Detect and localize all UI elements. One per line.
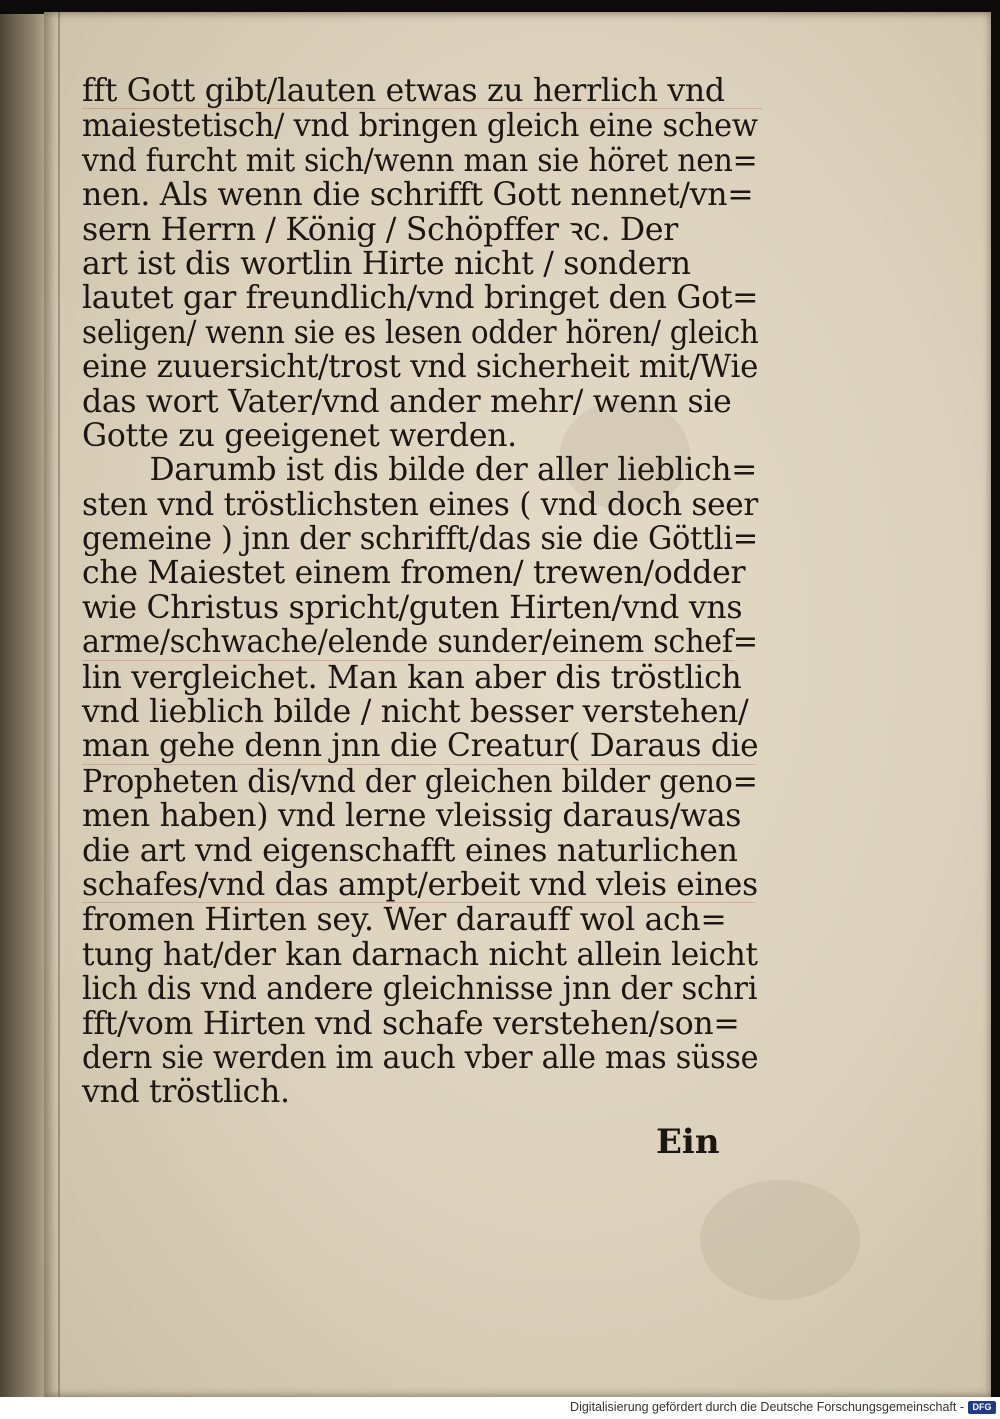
text-line: Propheten dis/vnd der gleichen bilder geno= [82,763,758,800]
text-line: seligen/ wenn sie es lesen odder hören/ gleich [82,314,759,351]
digitization-footer [0,1397,1000,1419]
text-line: che Maiestet einem fromen/ trewen/odder [82,555,746,592]
text-line: men haben) vnd lerne vleissig daraus/was [82,798,742,835]
text-line: Gotte zu geeigenet werden. [82,417,517,454]
catchword: Ein [656,1122,720,1162]
text-line: dern sie werden im auch vber alle mas süsse [82,1039,759,1076]
gutter-shadow [58,12,60,1397]
text-line: schafes/vnd das ampt/erbeit vnd vleis eines [82,866,758,903]
text-line: man gehe denn jnn die Creatur( Daraus die [82,728,759,765]
book-spine-edge [0,14,46,1397]
text-line: lin vergleichet. Man kan aber dis tröstlich [82,659,742,696]
text-line: fft Gott gibt/lauten etwas zu herrlich vnd [82,74,762,109]
text-line: vnd furcht mit sich/wenn man sie höret nen= [82,142,758,179]
text-line: fromen Hirten sey. Wer darauff wol ach= [82,902,727,939]
text-line: maiestetisch/ vnd bringen gleich eine schew [82,108,758,145]
text-line: lautet gar freundlich/vnd bringet den Got= [82,280,759,317]
text-line: tung hat/der kan darnach nicht allein leicht [82,936,758,973]
text-line: vnd lieblich bilde / nicht besser verstehen/ [82,694,749,731]
paragraph-start-line: Darumb ist dis bilde der aller lieblich= [149,452,758,489]
text-line: sern Herrn / König / Schöpffer ꝛc. Der [82,211,678,248]
text-line: das wort Vater/vnd ander mehr/ wenn sie [82,383,732,420]
text-line: gemeine ) jnn der schrifft/das sie die Göttli= [82,521,758,558]
text-line: arme/schwache/elende sunder/einem schef= [82,624,758,661]
text-line: eine zuuersicht/trost vnd sicherheit mit/Wie [82,349,759,386]
text-line: die art vnd eigenschafft eines naturlichen [82,832,738,869]
text-line: wie Christus spricht/guten Hirten/vnd vns [82,589,743,626]
text-line: nen. Als wenn die schrifft Gott nennet/vn= [82,177,754,214]
text-line: lich dis vnd andere gleichnisse jnn der schri [82,971,758,1008]
text-line: art ist dis wortlin Hirte nicht / sondern [82,245,691,282]
dfg-logo-icon: DFG [968,1401,996,1414]
text-line: fft/vom Hirten vnd schafe verstehen/son= [82,1005,740,1042]
text-line: sten vnd tröstlichsten eines ( vnd doch seer [82,486,758,523]
body-text [82,74,762,1110]
funding-credit: Digitalisierung gefördert durch die Deutsche Forschungsgemeinschaft - [570,1400,964,1414]
paper-stain [700,1180,860,1300]
text-line: vnd tröstlich. [82,1074,290,1111]
